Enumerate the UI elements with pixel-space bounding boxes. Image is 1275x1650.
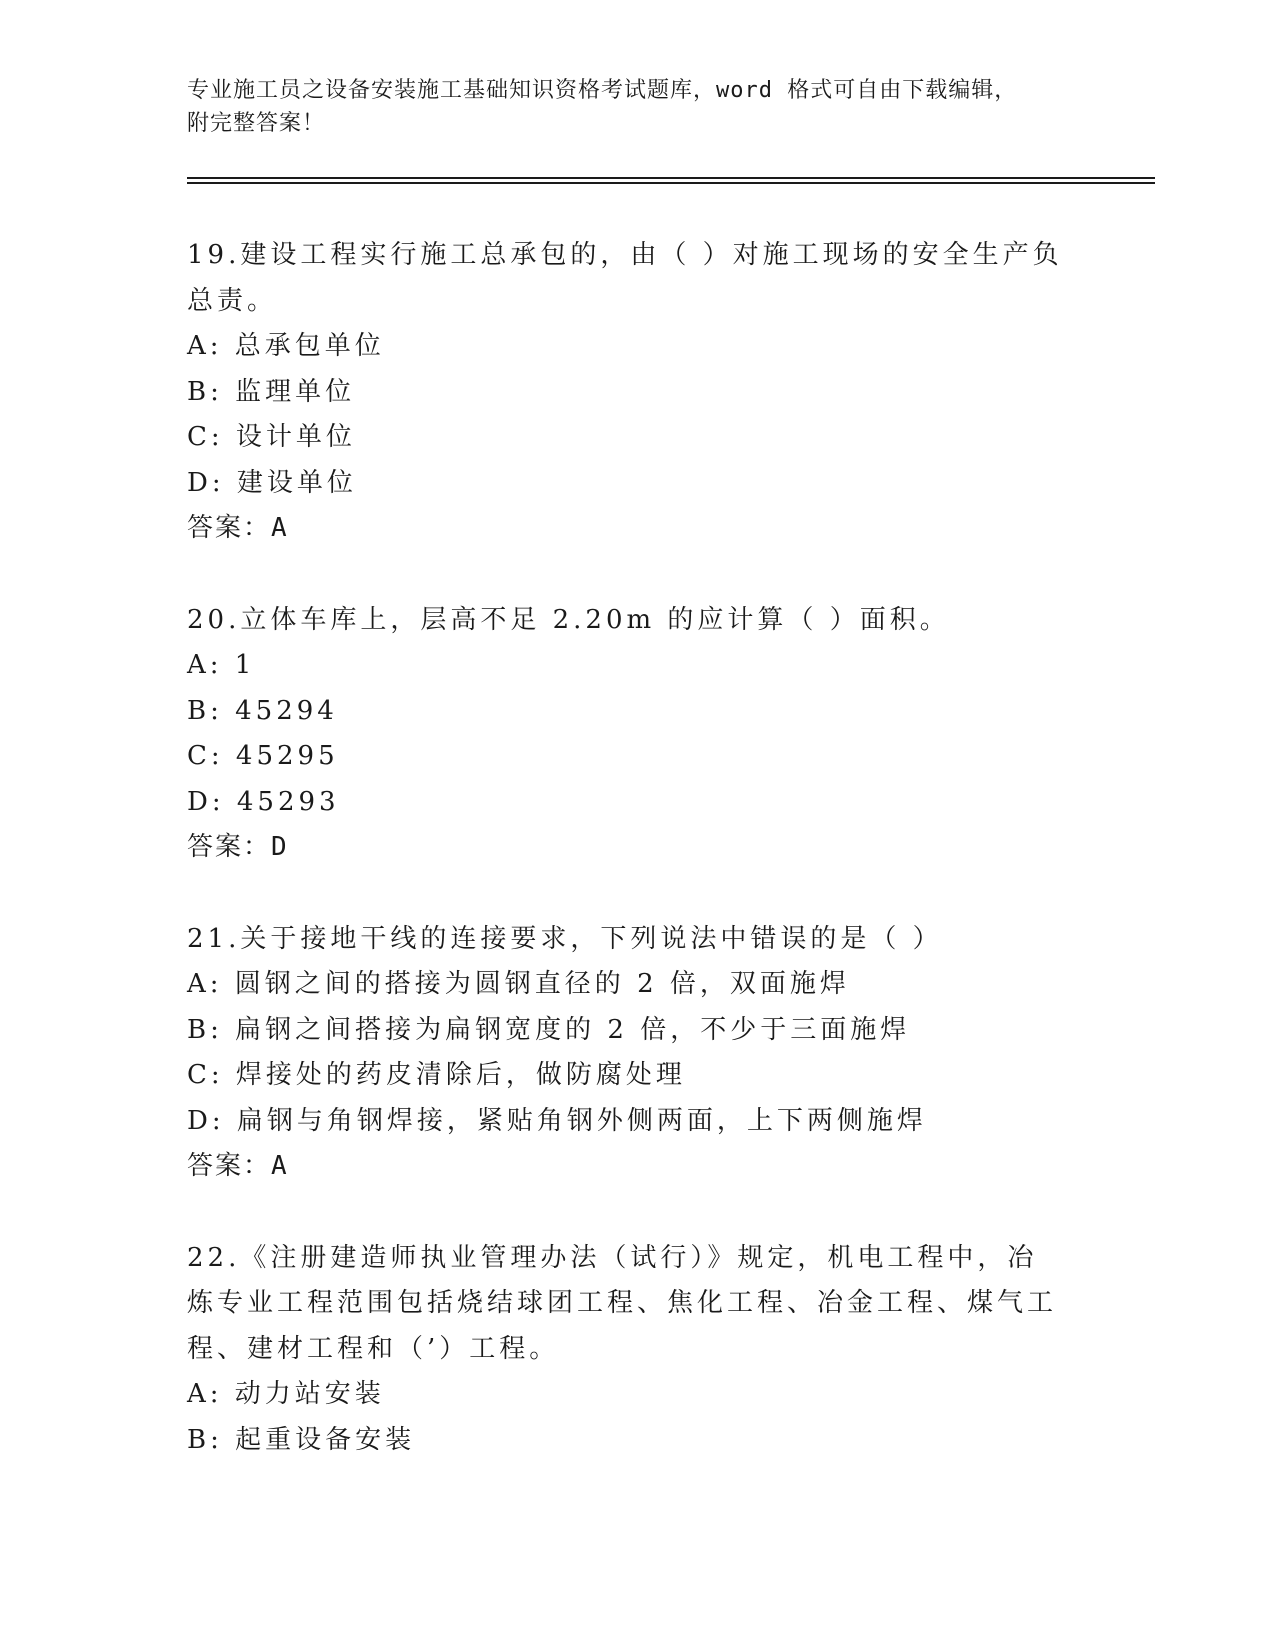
option-a: A: 总承包单位 xyxy=(187,331,385,361)
header-rule-bottom xyxy=(187,182,1155,184)
answer: 答案：A xyxy=(187,513,289,543)
option-b: B: 扁钢之间搭接为扁钢宽度的 2 倍，不少于三面施焊 xyxy=(187,1014,911,1045)
option-c: C: 设计单位 xyxy=(187,422,356,452)
option-a: A: 圆钢之间的搭接为圆钢直径的 2 倍，双面施焊 xyxy=(187,969,850,999)
header-rule-top xyxy=(187,177,1155,179)
question-22 xyxy=(187,1236,1087,1464)
option-b: B: 起重设备安装 xyxy=(187,1424,416,1455)
option-d: D: 45293 xyxy=(187,786,340,817)
question-list xyxy=(187,233,1087,1509)
question-stem: 20.立体车库上，层高不足 2.20m 的应计算（ ）面积。 xyxy=(187,604,950,635)
question-21 xyxy=(187,917,1087,1190)
option-a: A: 1 xyxy=(187,650,256,680)
option-c: C: 45295 xyxy=(187,741,339,771)
answer: 答案：D xyxy=(187,832,289,862)
answer: 答案：A xyxy=(187,1151,289,1181)
option-b: B: 监理单位 xyxy=(187,376,356,407)
question-stem: 21.关于接地干线的连接要求，下列说法中错误的是（ ） xyxy=(187,923,943,954)
option-d: D: 扁钢与角钢焊接，紧贴角钢外侧两面，上下两侧施焊 xyxy=(187,1105,927,1136)
option-b: B: 45294 xyxy=(187,695,338,726)
option-c: C: 焊接处的药皮清除后，做防腐处理 xyxy=(187,1060,686,1090)
question-stem: 22.《注册建造师执业管理办法（试行）》规定，机电工程中，冶炼专业工程范围包括烧结球团工程、焦化工程、冶金工程、煤气工程、建材工程和（’）工程。 xyxy=(187,1242,1058,1364)
document-header xyxy=(187,74,1087,140)
option-d: D: 建设单位 xyxy=(187,467,357,498)
question-20 xyxy=(187,598,1087,871)
question-stem: 19.建设工程实行施工总承包的，由（ ）对施工现场的安全生产负总责。 xyxy=(187,240,1063,316)
question-19 xyxy=(187,233,1087,552)
option-a: A: 动力站安装 xyxy=(187,1379,385,1409)
header-line-1: 专业施工员之设备安装施工基础知识资格考试题库，word 格式可自由下载编辑， xyxy=(187,78,1018,103)
header-line-2: 附完整答案！ xyxy=(187,111,326,136)
